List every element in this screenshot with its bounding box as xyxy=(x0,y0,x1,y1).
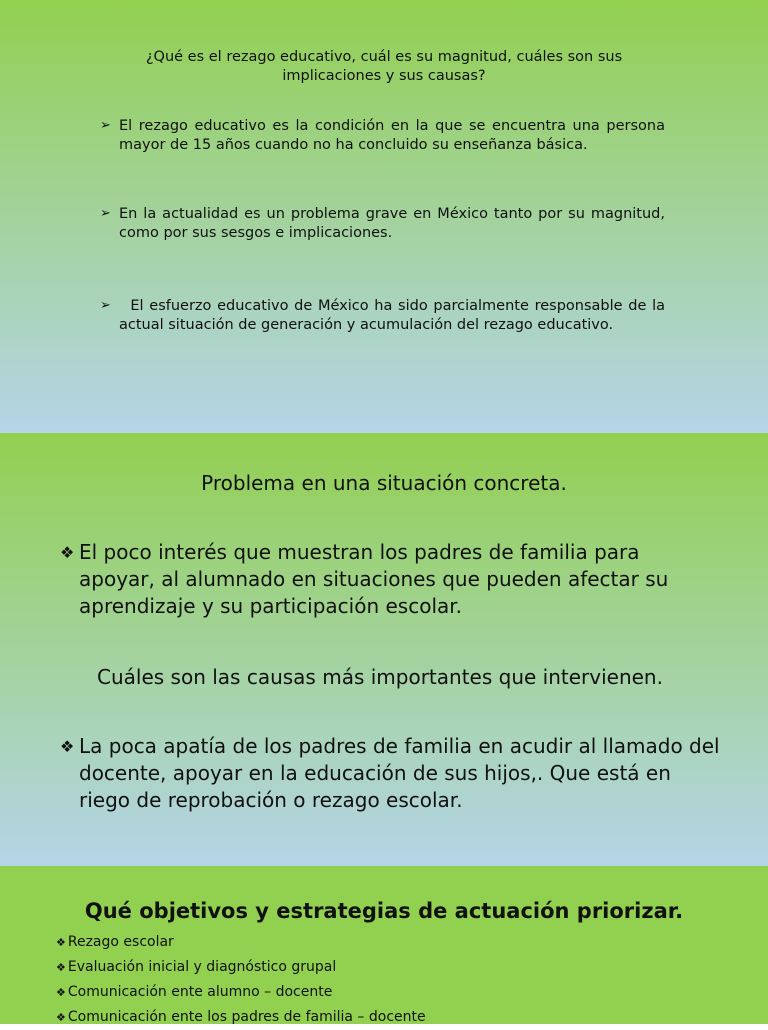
objectives-list xyxy=(56,930,426,1030)
list-item-text: Evaluación inicial y diagnóstico grupal xyxy=(67,959,337,975)
diamond-bullet-icon: ❖ xyxy=(56,936,66,949)
diamond-bullet-icon: ❖ xyxy=(56,1011,66,1024)
diamond-bullet-icon: ❖ xyxy=(60,737,75,756)
slide1-title: ¿Qué es el rezago educativo, cuál es su magnitud, cuáles son sus implicaciones y sus causas? xyxy=(145,49,623,84)
slide1-bullet xyxy=(100,297,670,334)
list-item xyxy=(56,930,426,955)
slide2-heading-problem: Problema en una situación concreta. xyxy=(201,471,567,495)
slide2-heading-causes: Cuáles son las causas más importantes que intervienen. xyxy=(97,665,663,689)
slide2-bullet-text: La poca apatía de los padres de familia en acudir al llamado del docente, apoyar en la educación de sus hijos,. Que está en riego de reprobación o rezago escolar. xyxy=(79,734,720,812)
list-item xyxy=(56,955,426,980)
diamond-bullet-icon: ❖ xyxy=(60,543,75,562)
slide-concrete-problem xyxy=(0,433,768,866)
slide1-bullet-text: El esfuerzo educativo de México ha sido parcialmente responsable de la actual situación de generación y acumulación del rezago educativo. xyxy=(119,298,670,333)
slide-rezago-definition xyxy=(0,0,768,433)
list-item-text: Rezago escolar xyxy=(67,934,174,950)
list-item xyxy=(56,980,426,1005)
arrow-bullet-icon: ➢ xyxy=(100,118,111,133)
slide1-bullet-text: En la actualidad es un problema grave en México tanto por su magnitud, como por sus sesgos e implicaciones. xyxy=(119,206,665,241)
slide2-bullet xyxy=(60,733,720,814)
list-item-text: Comunicación ente alumno – docente xyxy=(67,984,333,1000)
diamond-bullet-icon: ❖ xyxy=(56,986,66,999)
arrow-bullet-icon: ➢ xyxy=(100,206,111,221)
diamond-bullet-icon: ❖ xyxy=(56,961,66,974)
slide2-bullet xyxy=(60,539,720,620)
slide-objectives xyxy=(0,866,768,1024)
arrow-bullet-icon: ➢ xyxy=(100,298,111,313)
slide1-bullet xyxy=(100,117,665,154)
slide1-bullet xyxy=(100,205,665,242)
list-item-text: Comunicación ente los padres de familia – docente xyxy=(67,1009,426,1025)
list-item xyxy=(56,1005,426,1030)
slide3-heading: Qué objetivos y estrategias de actuación priorizar. xyxy=(84,899,684,923)
slide2-bullet-text: El poco interés que muestran los padres de familia para apoyar, al alumnado en situaciones que pueden afectar su aprendizaje y su participación escolar. xyxy=(79,540,669,618)
slide1-bullet-text: El rezago educativo es la condición en la que se encuentra una persona mayor de 15 años cuando no ha concluido su enseñanza básica. xyxy=(119,118,665,153)
